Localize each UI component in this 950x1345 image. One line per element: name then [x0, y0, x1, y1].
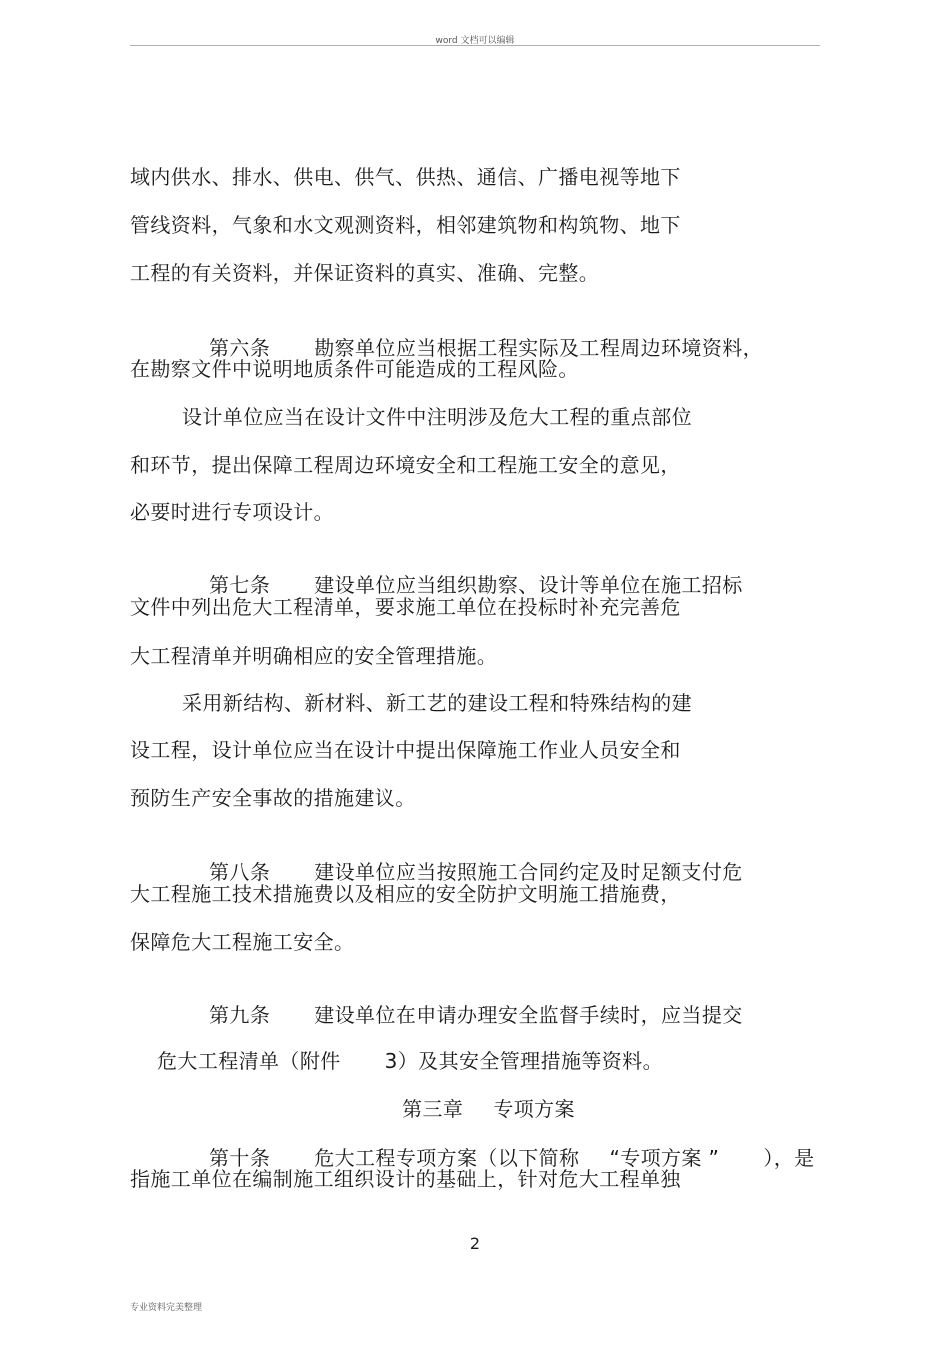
body-line-11: 大工程清单并明确相应的安全管理措施。	[130, 644, 498, 668]
body-line-3: 工程的有关资料，并保证资料的真实、准确、完整。	[130, 261, 600, 285]
body-line-13: 设工程，设计单位应当在设计中提出保障施工作业人员安全和	[130, 738, 681, 762]
body-line-22: 指施工单位在编制施工组织设计的基础上，针对危大工程单独	[130, 1167, 681, 1191]
body-line-19-a: 危大工程清单（附件	[157, 1049, 341, 1073]
article-10-text-a: 危大工程专项方案（以下简称	[314, 1146, 580, 1170]
body-line-17: 保障危大工程施工安全。	[130, 930, 355, 954]
article-10-text-b: “专项方案 ”	[609, 1146, 720, 1170]
body-line-12: 采用新结构、新材料、新工艺的建设工程和特殊结构的建	[182, 691, 692, 715]
body-line-19-b: 3）及其安全管理措施等资料。	[384, 1049, 663, 1073]
article-7-label: 第七条	[209, 573, 271, 597]
body-line-7: 和环节，提出保障工程周边环境安全和工程施工安全的意见，	[130, 453, 681, 477]
article-10-label: 第十条	[209, 1146, 271, 1170]
body-line-10: 文件中列出危大工程清单，要求施工单位在投标时补充完善危	[130, 595, 681, 619]
article-9-label: 第九条	[209, 1003, 271, 1027]
page-number: 2	[469, 1234, 481, 1253]
body-line-8: 必要时进行专项设计。	[130, 500, 334, 524]
page-footer: 专业资料完美整理	[130, 1303, 203, 1313]
body-line-2: 管线资料，气象和水文观测资料，相邻建筑物和构筑物、地下	[130, 213, 681, 237]
body-line-5: 在勘察文件中说明地质条件可能造成的工程风险。	[130, 357, 579, 381]
article-8-text: 建设单位应当按照施工合同约定及时足额支付危	[314, 860, 743, 884]
page-header: word 文档可以编辑	[435, 36, 515, 46]
chapter-label: 第三章	[402, 1097, 464, 1121]
article-8-label: 第八条	[209, 860, 271, 884]
article-6-text: 勘察单位应当根据工程实际及工程周边环境资料，	[314, 336, 764, 360]
chapter-title: 专项方案	[493, 1097, 575, 1121]
article-10-text-c: ），是	[763, 1146, 815, 1170]
article-7-text: 建设单位应当组织勘察、设计等单位在施工招标	[314, 573, 743, 597]
body-line-16: 大工程施工技术措施费以及相应的安全防护文明施工措施费，	[130, 882, 681, 906]
header-rule	[130, 45, 820, 46]
article-6-label: 第六条	[209, 336, 271, 360]
article-9-text: 建设单位在申请办理安全监督手续时，应当提交	[314, 1003, 743, 1027]
body-line-14: 预防生产安全事故的措施建议。	[130, 786, 416, 810]
body-line-1: 域内供水、排水、供电、供气、供热、通信、广播电视等地下	[130, 165, 681, 189]
body-line-6: 设计单位应当在设计文件中注明涉及危大工程的重点部位	[182, 405, 692, 429]
